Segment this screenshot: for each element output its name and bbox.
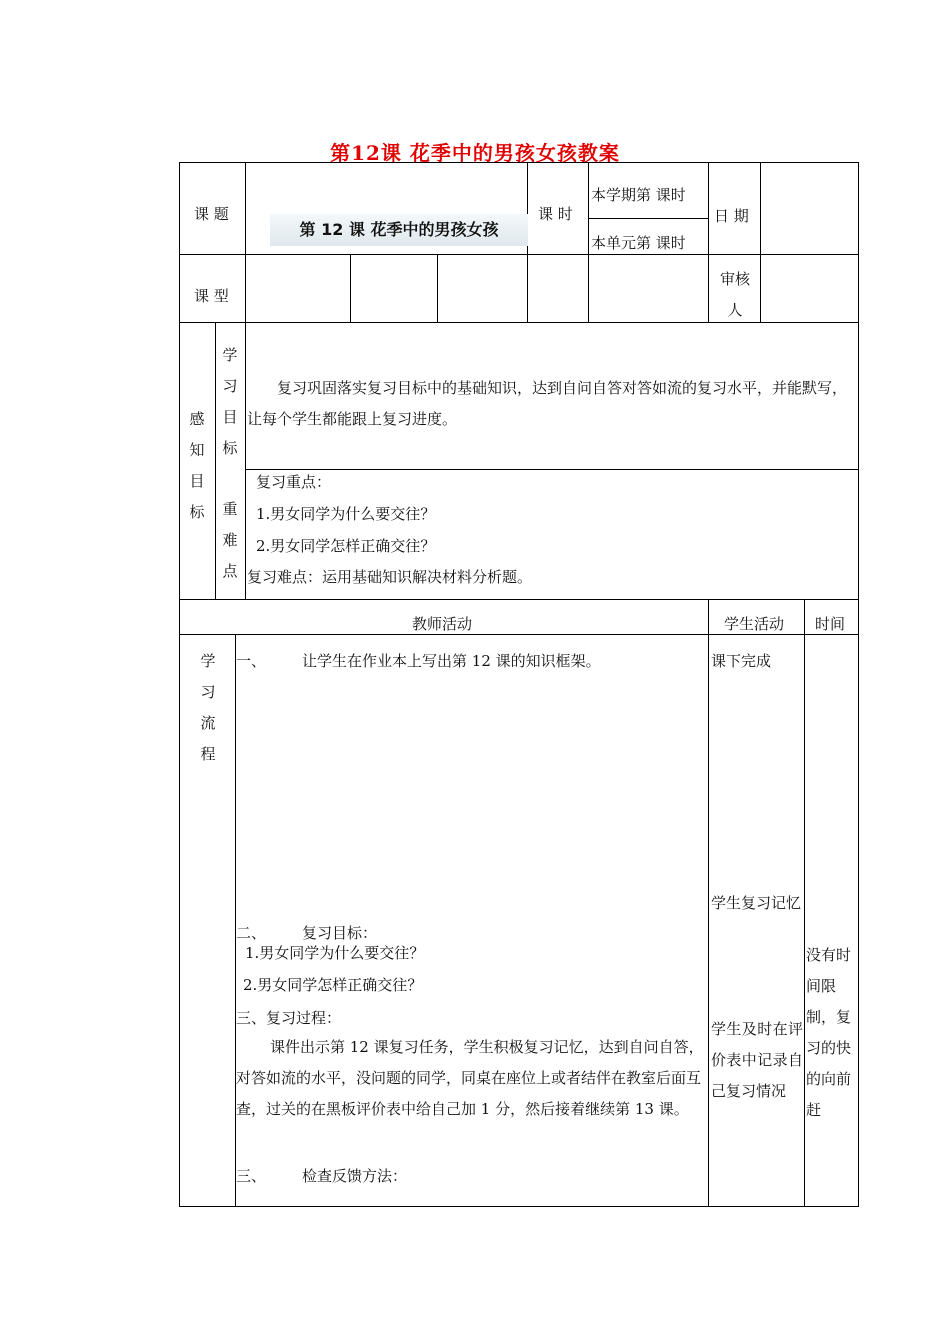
row-divider [179, 634, 859, 635]
date-label: 日 期 [714, 207, 749, 225]
student-activity-1: 课下完成 [711, 652, 772, 670]
col-divider [215, 322, 216, 599]
row-divider [588, 218, 708, 219]
col-divider [350, 254, 351, 322]
col-divider [804, 599, 805, 1207]
unit-hours: 本单元第 课时 [591, 234, 686, 252]
col-divider [708, 162, 709, 322]
step1-text: 让学生在作业本上写出第 12 课的知识框架。 [302, 652, 601, 670]
step3-heading: 三、复习过程： [236, 1009, 342, 1027]
key-points-line: 复习重点： [256, 473, 332, 491]
row-divider [179, 322, 859, 323]
key-points-label: 重难点 [222, 500, 238, 580]
topic-label: 课 题 [194, 205, 229, 223]
lesson-name: 第 12 课 花季中的男孩女孩 [299, 220, 499, 239]
key-points-line: 2.男女同学怎样正确交往？ [256, 537, 436, 555]
hours-label: 课 时 [538, 205, 573, 223]
key-points-line: 复习难点：运用基础知识解决材料分析题。 [247, 568, 533, 586]
time-note: 没有时间限制，复习的快的向前赶 [806, 946, 852, 1119]
goals-section-label: 感知目标 [189, 410, 205, 521]
row-divider [179, 254, 859, 255]
semester-hours: 本学期第 课时 [591, 186, 686, 204]
process-label: 学习流程 [200, 652, 216, 763]
lesson-name-banner [270, 214, 528, 246]
col-divider [245, 162, 246, 599]
step4-text: 检查反馈方法： [302, 1167, 408, 1185]
row-divider [245, 469, 859, 470]
col-divider [760, 162, 761, 322]
step2-number: 二、 [236, 924, 267, 942]
step2-item: 2.男女同学怎样正确交往？ [243, 976, 423, 994]
key-points-line: 1.男女同学为什么要交往？ [256, 505, 436, 523]
step2-item: 1.男女同学为什么要交往？ [245, 944, 425, 962]
row-divider [179, 599, 859, 600]
step4-number: 三、 [236, 1167, 267, 1185]
learning-goal-label: 学习目标 [222, 346, 238, 457]
step2-text: 复习目标： [302, 924, 378, 942]
reviewer-label: 审核人 [719, 270, 750, 319]
time-header: 时间 [815, 615, 846, 633]
student-activity-header: 学生活动 [724, 615, 785, 633]
col-divider [708, 599, 709, 1207]
col-divider [437, 254, 438, 322]
type-label: 课 型 [194, 287, 229, 305]
student-activity-3: 学生及时在评价表中记录自己复习情况 [711, 1020, 803, 1100]
teacher-activity-header: 教师活动 [412, 615, 473, 633]
step3-text: 课件出示第 12 课复习任务，学生积极复习记忆，达到自问自答，对答如流的水平，没问题的同学，同桌在座位上或者结伴在教室后面互查，过关的在黑板评价表中给自己加 1 分，然后接着继续第 13 课。 [236, 1038, 704, 1118]
col-divider [588, 162, 589, 322]
student-activity-2: 学生复习记忆 [711, 894, 802, 912]
step1-number: 一、 [236, 652, 267, 670]
learning-goal-text: 复习巩固落实复习目标中的基础知识，达到自问自答对答如流的复习水平，并能默写，让每个学生都能跟上复习进度。 [247, 379, 848, 428]
document-title: 第12课 花季中的男孩女孩教案 [330, 141, 620, 165]
